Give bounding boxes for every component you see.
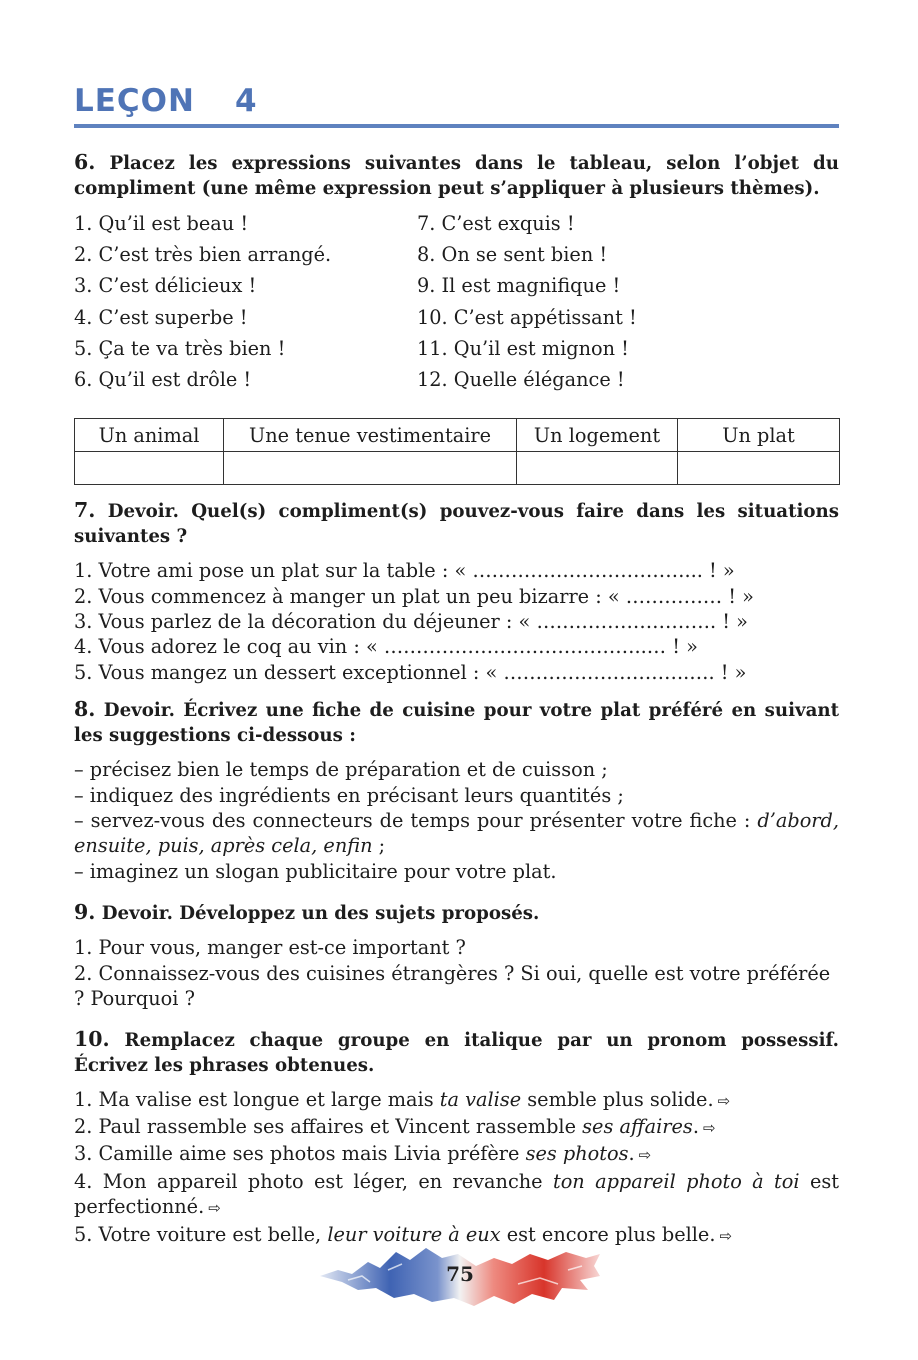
textbook-page: [74, 82, 839, 1249]
table-header-cell: Un plat: [678, 419, 840, 452]
topic-item: 2. Connaissez-vous des cuisines étrangères ? Si oui, quelle est votre préférée ? Pourquoi ?: [74, 961, 831, 1011]
sentence-text: 1. Ma valise est longue et large mais: [74, 1087, 440, 1111]
arrow-icon: ⇨: [702, 1118, 716, 1137]
expression-column-right: [417, 208, 637, 395]
answer-cell-tenue[interactable]: [224, 452, 517, 485]
connector-words: d’abord, ensuite, puis, après cela, enfin: [74, 809, 839, 858]
suggestion-text: – servez-vous des connecteurs de temps pour présenter votre fiche :: [74, 809, 758, 833]
exercise-7-number: 7.: [74, 498, 96, 523]
sentence-text: .: [628, 1142, 635, 1166]
sentence-item: [74, 1141, 839, 1168]
topic-item: 1. Pour vous, manger est-ce important ?: [74, 936, 466, 960]
page-number: 75: [446, 1262, 474, 1286]
suggestion-item: – imaginez un slogan publicitaire pour votre plat.: [74, 859, 557, 883]
exercise-9-instruction: Devoir. Développez un des sujets proposés.: [101, 903, 540, 925]
suggestion-end: ;: [372, 834, 386, 858]
sentence-text: .: [692, 1114, 699, 1138]
table-header-row: [75, 419, 840, 452]
expression-item: 6. Qu’il est drôle !: [74, 368, 252, 392]
situation-item: 1. Votre ami pose un plat sur la table : « ……………………………... ! »: [74, 559, 735, 583]
italic-group: ton appareil photo à toi: [552, 1169, 800, 1193]
sentence-text: est perfectionné.: [74, 1169, 839, 1219]
answer-cell-animal[interactable]: [75, 452, 224, 485]
expression-item: 11. Qu’il est mignon !: [417, 336, 629, 360]
table-answer-row: [75, 452, 840, 485]
expression-item: 7. C’est exquis !: [417, 212, 575, 235]
exercise-8-instruction: Devoir. Écrivez une fiche de cuisine pour votre plat préféré en suivant les suggestions ci-dessous :: [74, 700, 839, 747]
lesson-title: LEÇON: [74, 83, 195, 119]
expression-item: 1. Qu’il est beau !: [74, 212, 249, 235]
exercise-10-number: 10.: [74, 1026, 110, 1051]
expression-item: 10. C’est appétissant !: [417, 305, 637, 329]
suggestion-list: [74, 757, 839, 884]
arrow-icon: ⇨: [717, 1091, 731, 1110]
sentence-text: semble plus solide.: [521, 1087, 714, 1111]
table-header-cell: Une tenue vestimentaire: [224, 419, 517, 452]
expression-column-left: [74, 208, 417, 395]
exercise-8-number: 8.: [74, 697, 96, 722]
italic-group: ta valise: [439, 1087, 522, 1111]
sentence-text: est encore plus belle.: [500, 1222, 716, 1246]
exercise-6-title: [74, 150, 839, 201]
exercise-10-title: [74, 1027, 839, 1078]
answer-cell-plat[interactable]: [678, 452, 840, 485]
expression-item: 12. Quelle élégance !: [417, 368, 625, 392]
answer-cell-logement[interactable]: [517, 452, 678, 485]
arrow-icon: ⇨: [208, 1199, 221, 1218]
compliment-table: [74, 418, 840, 485]
sentence-text: 5. Votre voiture est belle,: [74, 1222, 328, 1246]
exercise-6-number: 6.: [74, 150, 96, 174]
expression-item: 4. C’est superbe !: [74, 305, 248, 329]
arrow-icon: ⇨: [638, 1146, 652, 1165]
italic-group: leur voiture à eux: [327, 1222, 501, 1246]
suggestion-item: [74, 808, 839, 859]
expression-item: 8. On se sent bien !: [417, 243, 608, 267]
arrow-icon: ⇨: [719, 1226, 733, 1245]
exercise-9-number: 9.: [74, 900, 96, 925]
exercise-7-instruction: Devoir. Quel(s) compliment(s) pouvez-vous faire dans les situations suivantes ?: [74, 501, 839, 548]
situation-item: 2. Vous commencez à manger un plat un peu bizarre : « …………… ! »: [74, 584, 754, 608]
expression-item: 3. C’est délicieux !: [74, 274, 257, 298]
table-header-cell: Un animal: [75, 419, 224, 452]
sentence-text: 3. Camille aime ses photos mais Livia préfère: [74, 1142, 526, 1166]
sentence-list: [74, 1087, 839, 1249]
suggestion-item: – précisez bien le temps de préparation et de cuisson ;: [74, 758, 608, 782]
header-divider: [74, 124, 839, 128]
topic-list: [74, 935, 839, 1011]
sentence-item: [74, 1114, 839, 1141]
expression-item: 2. C’est très bien arrangé.: [74, 243, 332, 267]
situation-item: 5. Vous mangez un dessert exceptionnel : « ………………………..…. ! »: [74, 660, 747, 684]
sentence-item: [74, 1087, 839, 1114]
suggestion-item: – indiquez des ingrédients en précisant leurs quantités ;: [74, 783, 624, 807]
italic-group: ses photos: [525, 1142, 629, 1166]
lesson-header: [74, 82, 839, 120]
exercise-7-title: [74, 498, 839, 549]
sentence-text: 4. Mon appareil photo est léger, en revanche: [74, 1169, 553, 1193]
italic-group: ses affaires: [582, 1114, 693, 1138]
sentence-text: 2. Paul rassemble ses affaires et Vincent rassemble: [74, 1114, 583, 1138]
sentence-item: [74, 1169, 839, 1222]
expression-item: 9. Il est magnifique !: [417, 274, 621, 298]
situation-item: 4. Vous adorez le coq au vin : « …………………………………..… ! »: [74, 635, 698, 659]
page-footer: [318, 1240, 603, 1310]
exercise-8-title: [74, 697, 839, 748]
lesson-number: 4: [234, 83, 258, 119]
exercise-9-title: [74, 900, 839, 926]
exercise-6-instruction: Placez les expressions suivantes dans le tableau, selon l’objet du compliment (une même expression peut s’appliquer à plusieurs thèmes).: [74, 153, 839, 199]
expression-list: [74, 208, 839, 395]
situation-item: 3. Vous parlez de la décoration du déjeuner : « ………………………. ! »: [74, 610, 748, 634]
exercise-10-instruction: Remplacez chaque groupe en italique par un pronom possessif. Écrivez les phrases obtenues.: [74, 1029, 840, 1076]
expression-item: 5. Ça te va très bien !: [74, 336, 286, 360]
situation-list: [74, 558, 839, 685]
table-header-cell: Un logement: [517, 419, 678, 452]
